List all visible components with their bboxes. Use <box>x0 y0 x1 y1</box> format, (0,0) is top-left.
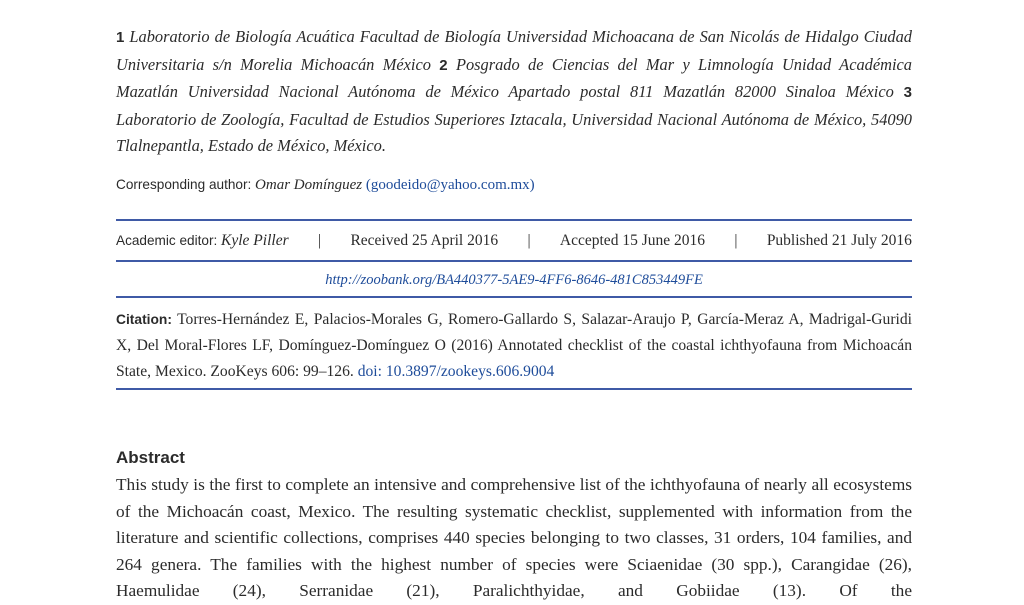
divider-citation-top <box>116 296 912 298</box>
divider-middle <box>116 260 912 262</box>
doi-link[interactable]: doi: 10.3897/zookeys.606.9004 <box>357 363 555 380</box>
academic-editor-name: Kyle Piller <box>221 232 289 249</box>
affiliation-number-1: 1 <box>116 29 125 46</box>
affiliation-number-3: 3 <box>903 84 912 101</box>
corresponding-author-name: Omar Domínguez <box>255 177 363 193</box>
received-date: Received 25 April 2016 <box>350 232 499 249</box>
citation-label: Citation: <box>116 312 172 327</box>
separator: | <box>527 232 531 249</box>
affiliation-number-2: 2 <box>439 56 448 74</box>
affiliation-2: Posgrado de Ciencias del Mar y Limnología Unidad Académica Mazatlán Universidad Nacional Autónoma de México Apartado postal 811 Mazatlán 82000 Sinaloa México <box>116 54 912 101</box>
accepted-date: Accepted 15 June 2016 <box>559 232 705 249</box>
academic-editor <box>116 231 289 251</box>
zoobank-link[interactable]: http://zoobank.org/BA440377-5AE9-4FF6-8646-481C853449FE <box>325 272 703 288</box>
abstract-heading: Abstract <box>116 448 185 467</box>
separator: | <box>317 232 322 249</box>
affiliations <box>116 24 912 160</box>
citation <box>116 307 912 385</box>
corresponding-author <box>116 175 535 195</box>
separator: | <box>734 232 738 249</box>
divider-top <box>116 219 912 221</box>
published-date: Published 21 July 2016 <box>766 232 912 249</box>
affiliation-3: Laboratorio de Zoología, Facultad de Estudios Superiores Iztacala, Universidad Nacional Autónoma de México, 54090 Tlalnepantla, Estado de México, México. <box>116 109 912 155</box>
divider-citation-bottom <box>116 388 912 390</box>
academic-editor-label: Academic editor: <box>116 233 222 248</box>
abstract-text: This study is the first to complete an intensive and comprehensive list of the ichthyofauna of nearly all ecosystems of the Michoacán coast, Mexico. The resulting systematic checklist, supplemented with information from the literature and scientific collections, comprises 440 species belonging to two classes, 31 orders, 104 families, and 264 genera. The families with the highest number of species were Sciaenidae (30 spp.), Carangidae (26), Haemulidae (24), Serranidae (21), Paralichthyidae, and Gobiidae (13). Of the <box>116 475 912 600</box>
affiliation-1: Laboratorio de Biología Acuática Facultad de Biología Universidad Michoacana de San Nicolás de Hidalgo Ciudad Universitaria s/n Morelia Michoacán México <box>116 27 912 74</box>
corresponding-author-label: Corresponding author: <box>116 177 256 192</box>
editorial-dates-row <box>116 231 912 251</box>
corresponding-author-email[interactable]: (goodeido@yahoo.com.mx) <box>365 177 535 193</box>
citation-text: Torres-Hernández E, Palacios-Morales G, Romero-Gallardo S, Salazar-Araujo P, García-Meraz A, Madrigal-Guridi X, Del Moral-Flores LF, Domínguez-Domínguez O (2016) Annotated checklist of the coastal ichthyofauna from Michoacán State, Mexico. ZooKeys 606: 99–126. <box>116 311 912 380</box>
